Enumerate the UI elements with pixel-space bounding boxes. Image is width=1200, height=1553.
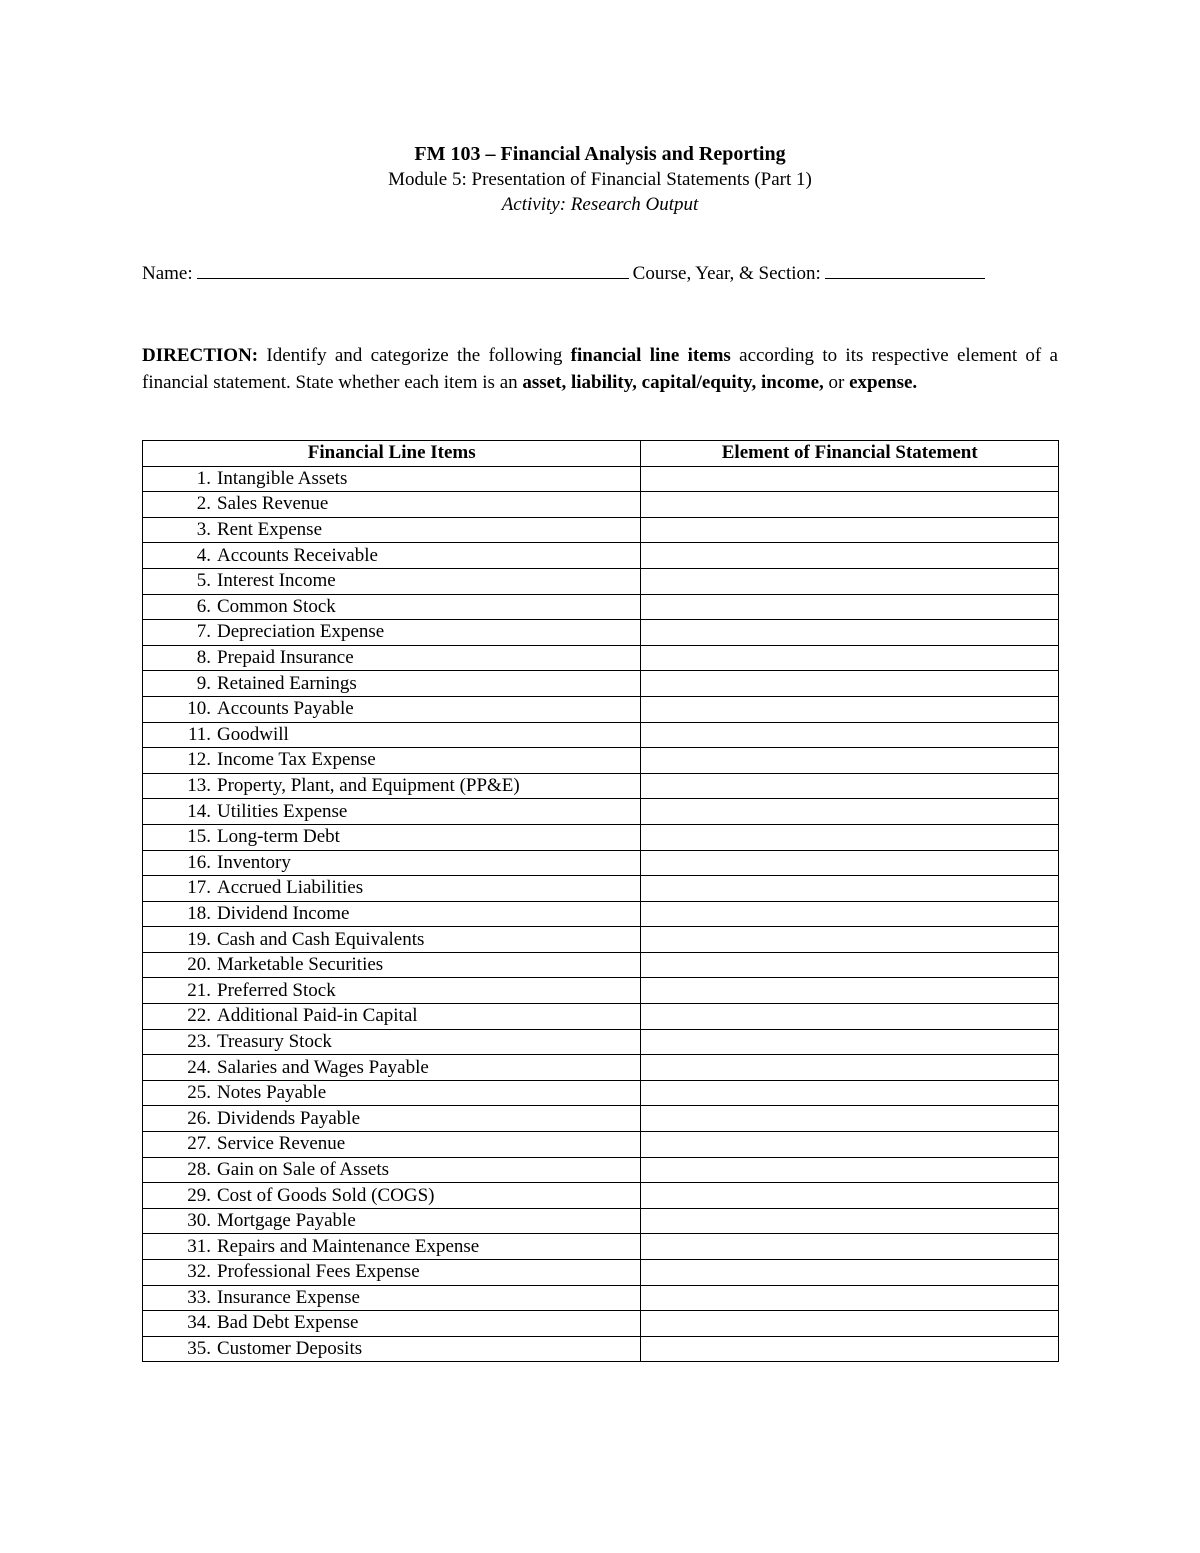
line-item-label: Utilities Expense	[217, 800, 348, 822]
line-item-label: Insurance Expense	[217, 1286, 360, 1308]
line-item-number: 2.	[196, 493, 211, 515]
line-item-number: 35.	[187, 1338, 211, 1360]
line-item-label: Property, Plant, and Equipment (PP&E)	[217, 775, 520, 797]
line-item-label: Dividend Income	[217, 902, 350, 924]
table-row	[143, 1260, 1059, 1286]
line-item-label: Interest Income	[217, 570, 336, 592]
direction-text-1: Identify and categorize the following	[258, 345, 571, 366]
line-item-number: 17.	[187, 877, 211, 899]
line-item-cell	[143, 466, 641, 492]
line-item-cell	[143, 901, 641, 927]
element-answer-cell[interactable]	[641, 543, 1059, 569]
element-answer-cell[interactable]	[641, 1055, 1059, 1081]
line-item-cell	[143, 1029, 641, 1055]
line-item-cell	[143, 1260, 641, 1286]
line-item-label: Cost of Goods Sold (COGS)	[217, 1184, 435, 1206]
line-item-label: Rent Expense	[217, 519, 323, 541]
line-item-label: Income Tax Expense	[217, 749, 376, 771]
table-row	[143, 543, 1059, 569]
line-item-cell	[143, 978, 641, 1004]
element-answer-cell[interactable]	[641, 1285, 1059, 1311]
line-item-cell	[143, 594, 641, 620]
table-row	[143, 722, 1059, 748]
element-answer-cell[interactable]	[641, 978, 1059, 1004]
line-item-label: Salaries and Wages Payable	[217, 1056, 429, 1078]
line-item-label: Accounts Payable	[217, 698, 354, 720]
element-answer-cell[interactable]	[641, 722, 1059, 748]
line-item-cell	[143, 620, 641, 646]
line-item-number: 12.	[187, 749, 211, 771]
direction-label: DIRECTION:	[142, 345, 259, 366]
line-item-label: Treasury Stock	[217, 1030, 332, 1052]
table-row	[143, 850, 1059, 876]
table-body	[143, 466, 1059, 1362]
line-item-number: 20.	[187, 954, 211, 976]
line-item-cell	[143, 492, 641, 518]
line-item-number: 6.	[196, 595, 211, 617]
table-row	[143, 1106, 1059, 1132]
direction-text-3: or	[823, 372, 850, 393]
financial-items-table	[142, 440, 1059, 1362]
element-answer-cell[interactable]	[641, 1004, 1059, 1030]
element-answer-cell[interactable]	[641, 824, 1059, 850]
line-item-number: 7.	[196, 621, 211, 643]
line-item-cell	[143, 1311, 641, 1337]
line-item-label: Mortgage Payable	[217, 1210, 356, 1232]
table-row	[143, 799, 1059, 825]
table-row	[143, 773, 1059, 799]
column-header-element: Element of Financial Statement	[641, 441, 1059, 467]
table-row	[143, 927, 1059, 953]
line-item-label: Depreciation Expense	[217, 621, 385, 643]
table-row	[143, 978, 1059, 1004]
table-row	[143, 952, 1059, 978]
document-header	[0, 141, 1200, 217]
line-item-label: Accounts Receivable	[217, 544, 378, 566]
direction-paragraph	[142, 342, 1058, 396]
element-answer-cell[interactable]	[641, 927, 1059, 953]
line-item-cell	[143, 696, 641, 722]
table-row	[143, 492, 1059, 518]
line-item-number: 28.	[187, 1158, 211, 1180]
element-answer-cell[interactable]	[641, 466, 1059, 492]
table-row	[143, 594, 1059, 620]
activity-label: Activity: Research Output	[501, 194, 699, 215]
line-item-label: Accrued Liabilities	[217, 877, 364, 899]
element-answer-cell[interactable]	[641, 1183, 1059, 1209]
line-item-number: 5.	[196, 570, 211, 592]
table-row	[143, 671, 1059, 697]
line-item-number: 11.	[187, 723, 211, 745]
element-answer-cell[interactable]	[641, 517, 1059, 543]
line-item-number: 33.	[187, 1286, 211, 1308]
line-item-number: 22.	[187, 1005, 211, 1027]
element-answer-cell[interactable]	[641, 696, 1059, 722]
line-item-number: 19.	[187, 928, 211, 950]
direction-text-2: according to its respective element of a financial statement. State whether each item is an	[142, 345, 1058, 393]
line-item-number: 3.	[196, 519, 211, 541]
line-item-cell	[143, 799, 641, 825]
line-item-cell	[143, 645, 641, 671]
line-item-label: Notes Payable	[217, 1082, 327, 1104]
line-item-number: 10.	[187, 698, 211, 720]
line-item-label: Service Revenue	[217, 1133, 346, 1155]
element-answer-cell[interactable]	[641, 1260, 1059, 1286]
line-item-label: Repairs and Maintenance Expense	[217, 1235, 480, 1257]
line-item-label: Gain on Sale of Assets	[217, 1158, 390, 1180]
direction-bold-1: financial line items	[570, 345, 731, 366]
line-item-label: Common Stock	[217, 595, 336, 617]
line-item-cell	[143, 927, 641, 953]
element-answer-cell[interactable]	[641, 1208, 1059, 1234]
line-item-cell	[143, 1132, 641, 1158]
line-item-cell	[143, 568, 641, 594]
line-item-number: 25.	[187, 1082, 211, 1104]
line-item-cell	[143, 1055, 641, 1081]
section-label: Course, Year, & Section:	[632, 263, 821, 284]
element-answer-cell[interactable]	[641, 799, 1059, 825]
table-row	[143, 1336, 1059, 1362]
table-row	[143, 901, 1059, 927]
element-answer-cell[interactable]	[641, 952, 1059, 978]
element-answer-cell[interactable]	[641, 1157, 1059, 1183]
line-item-cell	[143, 1208, 641, 1234]
direction-bold-3: expense.	[849, 372, 918, 393]
line-item-number: 14.	[187, 800, 211, 822]
line-item-label: Inventory	[217, 851, 291, 873]
table-row	[143, 466, 1059, 492]
line-item-number: 21.	[187, 979, 211, 1001]
line-item-number: 4.	[196, 544, 211, 566]
line-item-number: 30.	[187, 1210, 211, 1232]
table-row	[143, 876, 1059, 902]
direction-bold-2: asset, liability, capital/equity, income,	[522, 372, 824, 393]
line-item-label: Cash and Cash Equivalents	[217, 928, 425, 950]
line-item-cell	[143, 1183, 641, 1209]
line-item-label: Customer Deposits	[217, 1338, 363, 1360]
line-item-label: Dividends Payable	[217, 1107, 361, 1129]
line-item-cell	[143, 1336, 641, 1362]
table-row	[143, 620, 1059, 646]
table-row	[143, 1183, 1059, 1209]
line-item-label: Preferred Stock	[217, 979, 336, 1001]
line-item-label: Prepaid Insurance	[217, 647, 354, 669]
line-item-cell	[143, 748, 641, 774]
element-answer-cell[interactable]	[641, 568, 1059, 594]
line-item-cell	[143, 1157, 641, 1183]
table-row	[143, 1157, 1059, 1183]
line-item-label: Additional Paid-in Capital	[217, 1005, 418, 1027]
line-item-label: Sales Revenue	[217, 493, 329, 515]
table-row	[143, 1055, 1059, 1081]
line-item-label: Bad Debt Expense	[217, 1312, 359, 1334]
element-answer-cell[interactable]	[641, 1106, 1059, 1132]
line-item-number: 26.	[187, 1107, 211, 1129]
line-item-cell	[143, 773, 641, 799]
line-item-label: Marketable Securities	[217, 954, 384, 976]
line-item-label: Professional Fees Expense	[217, 1261, 420, 1283]
line-item-label: Retained Earnings	[217, 672, 357, 694]
line-item-cell	[143, 543, 641, 569]
line-item-cell	[143, 876, 641, 902]
line-item-cell	[143, 1234, 641, 1260]
table-header-row	[143, 441, 1059, 467]
line-item-cell	[143, 722, 641, 748]
table-row	[143, 1311, 1059, 1337]
element-answer-cell[interactable]	[641, 1080, 1059, 1106]
line-item-cell	[143, 517, 641, 543]
element-answer-cell[interactable]	[641, 620, 1059, 646]
table-row	[143, 1080, 1059, 1106]
table-row	[143, 1029, 1059, 1055]
element-answer-cell[interactable]	[641, 773, 1059, 799]
line-item-number: 24.	[187, 1056, 211, 1078]
element-answer-cell[interactable]	[641, 876, 1059, 902]
element-answer-cell[interactable]	[641, 671, 1059, 697]
element-answer-cell[interactable]	[641, 492, 1059, 518]
table-row	[143, 1208, 1059, 1234]
table-row	[143, 824, 1059, 850]
document-title: FM 103 – Financial Analysis and Reporting	[414, 143, 786, 165]
line-item-number: 27.	[187, 1133, 211, 1155]
line-item-cell	[143, 850, 641, 876]
line-item-number: 31.	[187, 1235, 211, 1257]
line-item-label: Long-term Debt	[217, 826, 340, 848]
line-item-number: 16.	[187, 851, 211, 873]
table-row	[143, 1234, 1059, 1260]
element-answer-cell[interactable]	[641, 901, 1059, 927]
line-item-cell	[143, 1106, 641, 1132]
element-answer-cell[interactable]	[641, 1132, 1059, 1158]
element-answer-cell[interactable]	[641, 594, 1059, 620]
section-blank-field[interactable]	[825, 258, 985, 279]
line-item-number: 34.	[187, 1312, 211, 1334]
table-row	[143, 1132, 1059, 1158]
line-item-number: 1.	[196, 467, 211, 489]
line-item-number: 29.	[187, 1184, 211, 1206]
line-item-number: 8.	[196, 647, 211, 669]
line-item-cell	[143, 1285, 641, 1311]
table-row	[143, 568, 1059, 594]
column-header-items: Financial Line Items	[143, 441, 641, 467]
line-item-number: 9.	[196, 672, 211, 694]
line-item-cell	[143, 952, 641, 978]
name-label: Name:	[142, 263, 193, 284]
line-item-label: Goodwill	[217, 723, 289, 745]
element-answer-cell[interactable]	[641, 1311, 1059, 1337]
line-item-cell	[143, 824, 641, 850]
element-answer-cell[interactable]	[641, 1029, 1059, 1055]
element-answer-cell[interactable]	[641, 850, 1059, 876]
line-item-number: 32.	[187, 1261, 211, 1283]
element-answer-cell[interactable]	[641, 645, 1059, 671]
line-item-cell	[143, 1080, 641, 1106]
table-row	[143, 696, 1059, 722]
table-row	[143, 748, 1059, 774]
element-answer-cell[interactable]	[641, 1234, 1059, 1260]
module-subtitle: Module 5: Presentation of Financial Statements (Part 1)	[388, 169, 812, 190]
line-item-number: 18.	[187, 902, 211, 924]
element-answer-cell[interactable]	[641, 748, 1059, 774]
line-item-number: 13.	[187, 775, 211, 797]
name-blank-field[interactable]	[197, 258, 629, 279]
student-info-line	[142, 258, 1062, 287]
line-item-number: 15.	[187, 826, 211, 848]
table-row	[143, 517, 1059, 543]
line-item-label: Intangible Assets	[217, 467, 348, 489]
table-row	[143, 1004, 1059, 1030]
line-item-cell	[143, 671, 641, 697]
line-item-number: 23.	[187, 1030, 211, 1052]
line-item-cell	[143, 1004, 641, 1030]
element-answer-cell[interactable]	[641, 1336, 1059, 1362]
table-row	[143, 1285, 1059, 1311]
table-row	[143, 645, 1059, 671]
